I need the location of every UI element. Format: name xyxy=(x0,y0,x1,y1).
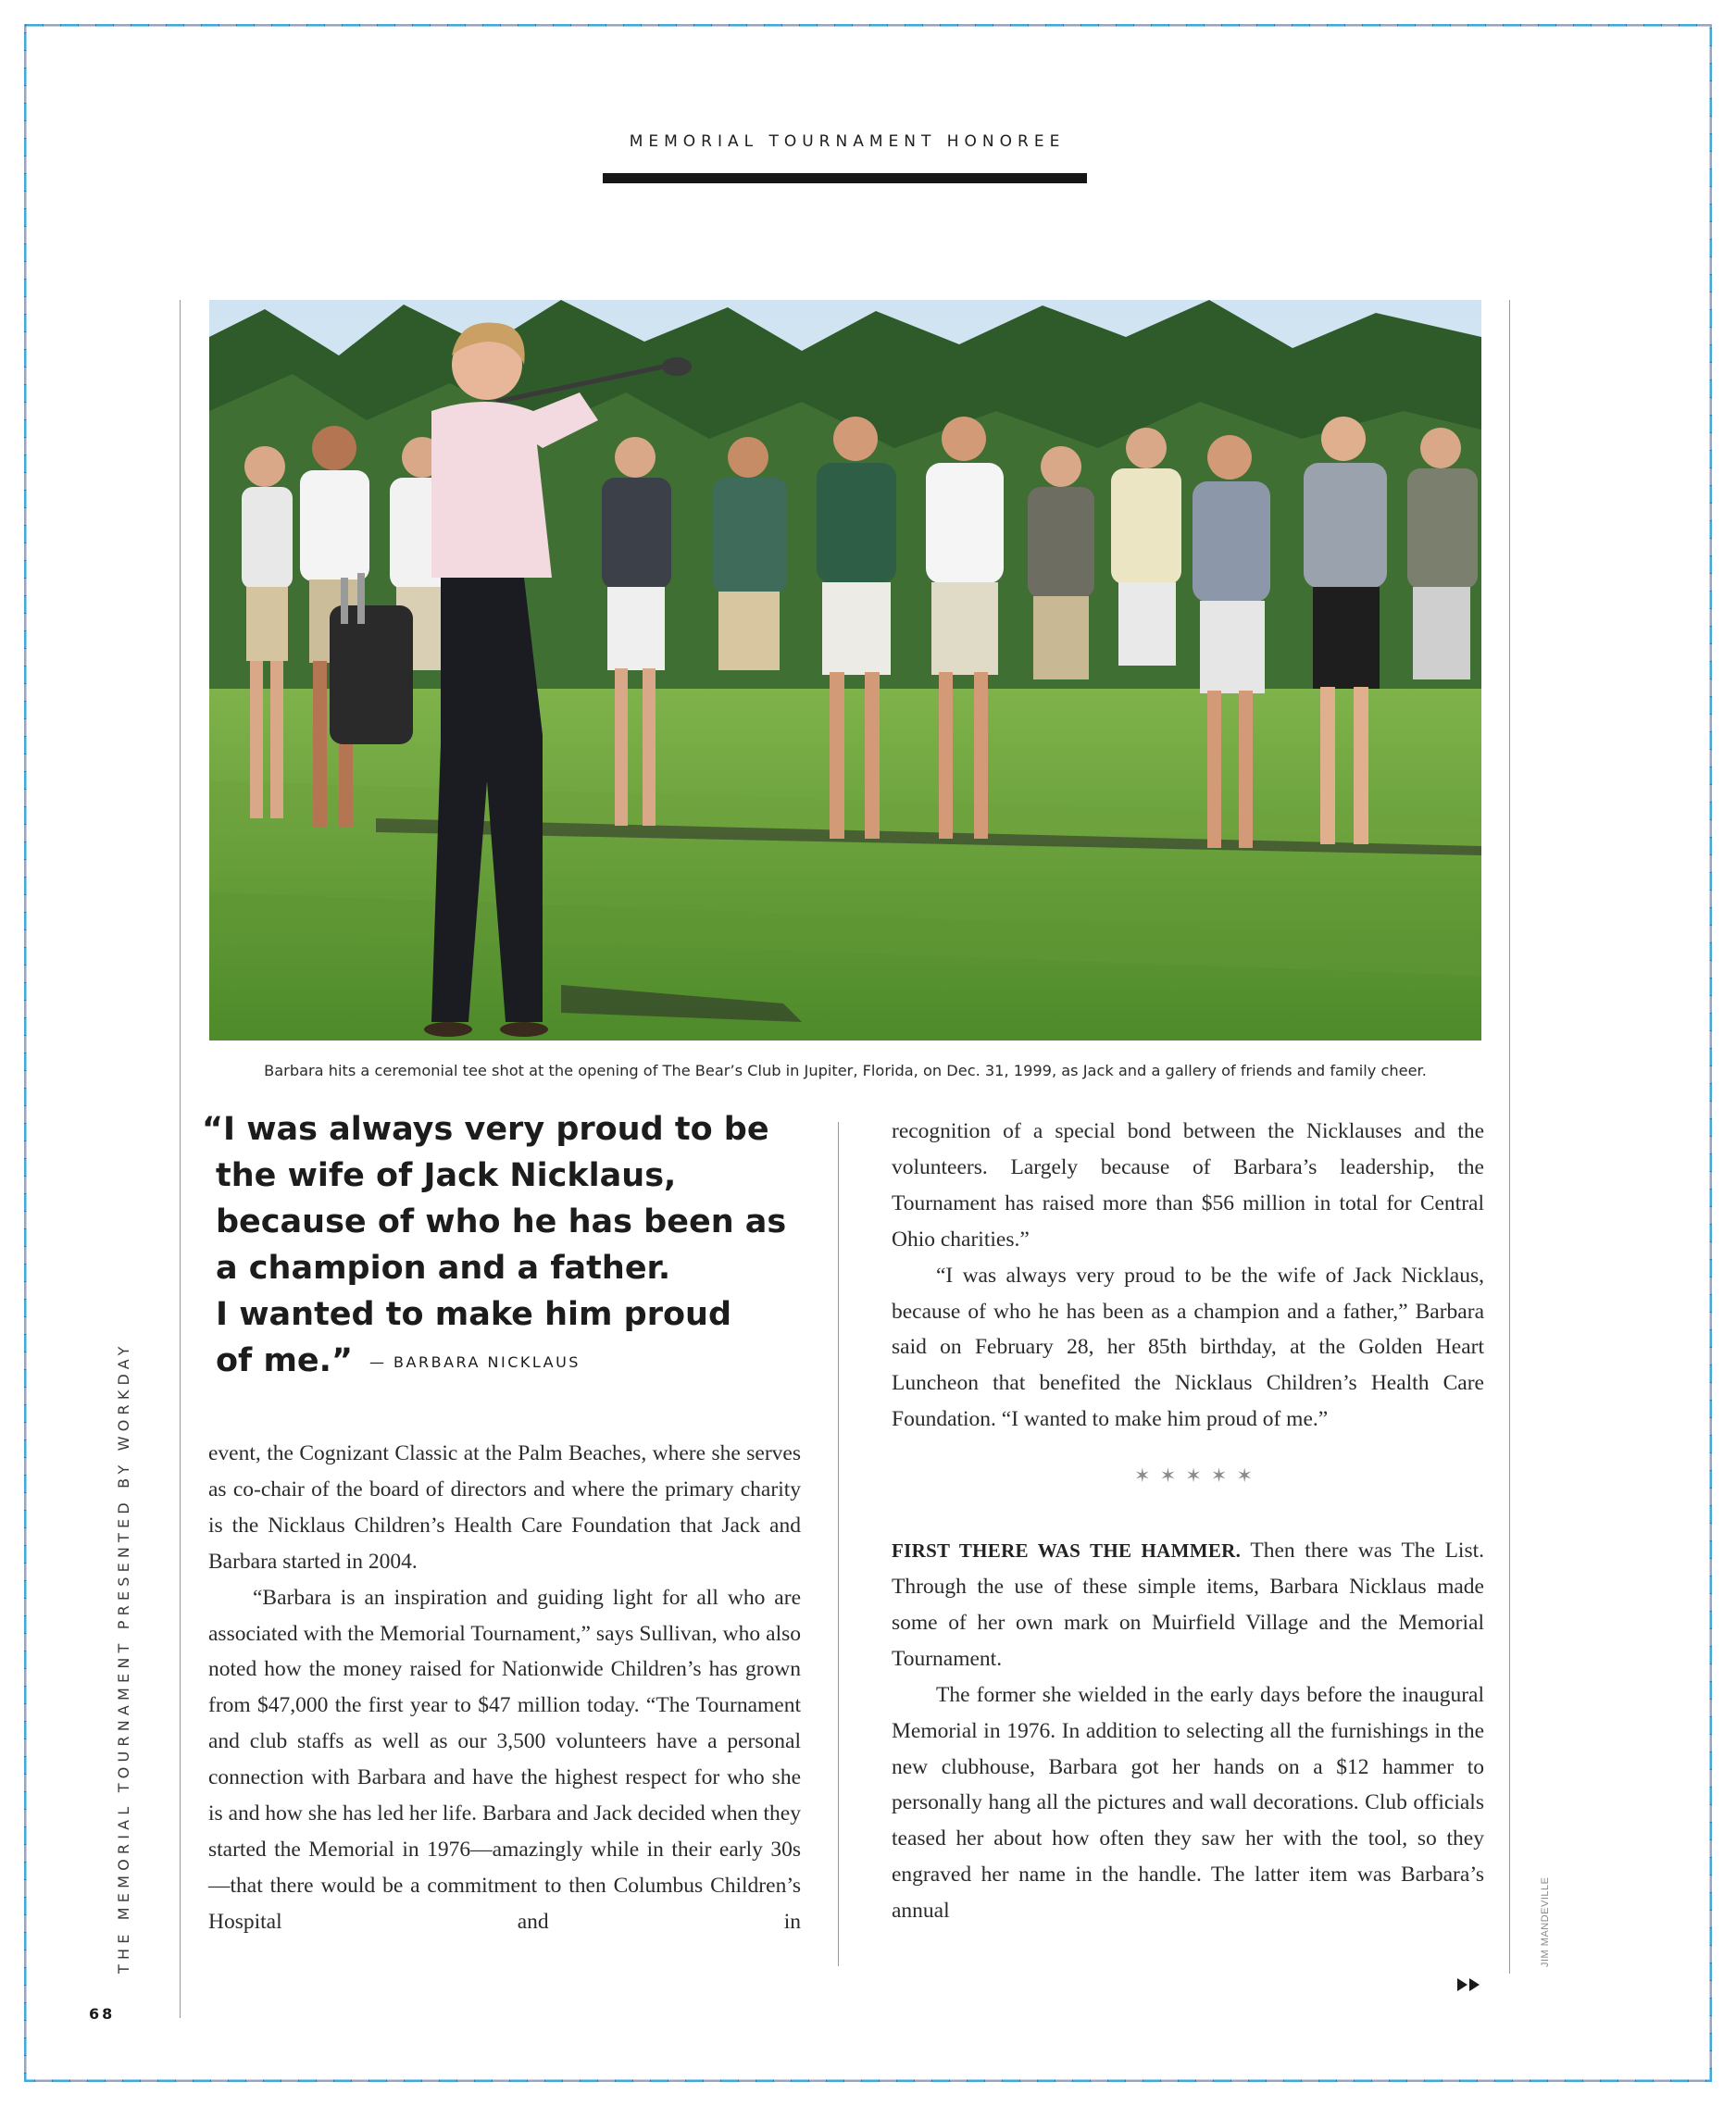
pull-quote-line: I wanted to make him proud xyxy=(216,1296,731,1333)
body-paragraph: event, the Cognizant Classic at the Palm Beaches, where she serves as co-chair of the board of directors and where the primary charity is the Nicklaus Children’s Health Care Foundation that Jack and Barbara started in 2004. xyxy=(208,1441,801,1574)
right-column xyxy=(892,1114,1484,1929)
body-paragraph: Then there was The List. Through the use of these simple items, Barbara Nicklaus made some of her own mark on Muirfield Village and the Memorial Tournament. xyxy=(892,1539,1485,1671)
right-margin-rule xyxy=(1509,300,1510,1974)
section-label: MEMORIAL TOURNAMENT HONOREE xyxy=(629,132,1066,151)
section-lead-in: FIRST THERE WAS THE HAMMER. xyxy=(892,1539,1242,1563)
left-column xyxy=(208,1436,801,1940)
pull-quote-line: a champion and a father. xyxy=(216,1250,671,1287)
body-paragraph: The former she wielded in the early days before the inaugural Memorial in 1976. In addition to selecting all the furnishings in the new clubhouse, Barbara got her hands on a $12 hammer to personally hang all the pictures and wall decorations. Club officials teased her about how often they saw her with the tool, so they engraved her name in the handle. The latter item was Barbara’s annual xyxy=(892,1682,1484,1924)
pull-quote-line: of me.” xyxy=(216,1342,353,1379)
pull-quote-line: because of who he has been as xyxy=(216,1203,787,1240)
pull-quote-line: “I was always very proud to be xyxy=(202,1111,769,1148)
body-paragraph: “Barbara is an inspiration and guiding light for all who are associated with the Memorial Tournament,” says Sullivan, who also noted how the money raised for Nationwide Children’s has grown from $47,000 the first year to $47 million today. “The Tournament and club staffs as well as our 3,500 volunteers have a personal connection with Barbara and have the highest respect for who she is and how she has led her life. Barbara and Jack decided when they started the Memorial in 1976—amazingly while in their early 30s—that there would be a commitment to then Columbus Children’s Hospital and in xyxy=(208,1585,801,1934)
photo-credit: JIM MANDEVILLE xyxy=(1540,1876,1551,1967)
continue-arrows-icon xyxy=(1457,1978,1481,1991)
section-rule xyxy=(603,173,1087,183)
body-paragraph: recognition of a special bond between the Nicklauses and the volunteers. Largely because of Barbara’s leadership, the Tournament has raised more than $56 million in total for Central Ohio charities.” xyxy=(892,1119,1484,1252)
page-number: 68 xyxy=(89,2005,116,2023)
pull-quote xyxy=(202,1106,794,1386)
section-separator: ✶✶✶✶✶ xyxy=(1134,1464,1262,1488)
left-margin-rule xyxy=(180,300,181,2018)
column-divider xyxy=(838,1122,839,1966)
pull-quote-line: the wife of Jack Nicklaus, xyxy=(216,1157,677,1194)
photo-caption: Barbara hits a ceremonial tee shot at the opening of The Bear’s Club in Jupiter, Florida, on Dec. 31, 1999, as Jack and a gallery of friends and family cheer. xyxy=(264,1062,1427,1079)
pull-quote-attribution: — BARBARA NICKLAUS xyxy=(368,1353,581,1371)
body-paragraph: “I was always very proud to be the wife of Jack Nicklaus, because of who he has been as a champion and a father,” Barbara said on February 28, her 85th birthday, at the Golden Heart Luncheon that benefited the Nicklaus Children’s Health Care Foundation. “I wanted to make him proud of me.” xyxy=(892,1263,1484,1432)
running-title: THE MEMORIAL TOURNAMENT PRESENTED BY WORKDAY xyxy=(115,1341,132,1974)
photo-tee-shot xyxy=(209,300,1481,1041)
